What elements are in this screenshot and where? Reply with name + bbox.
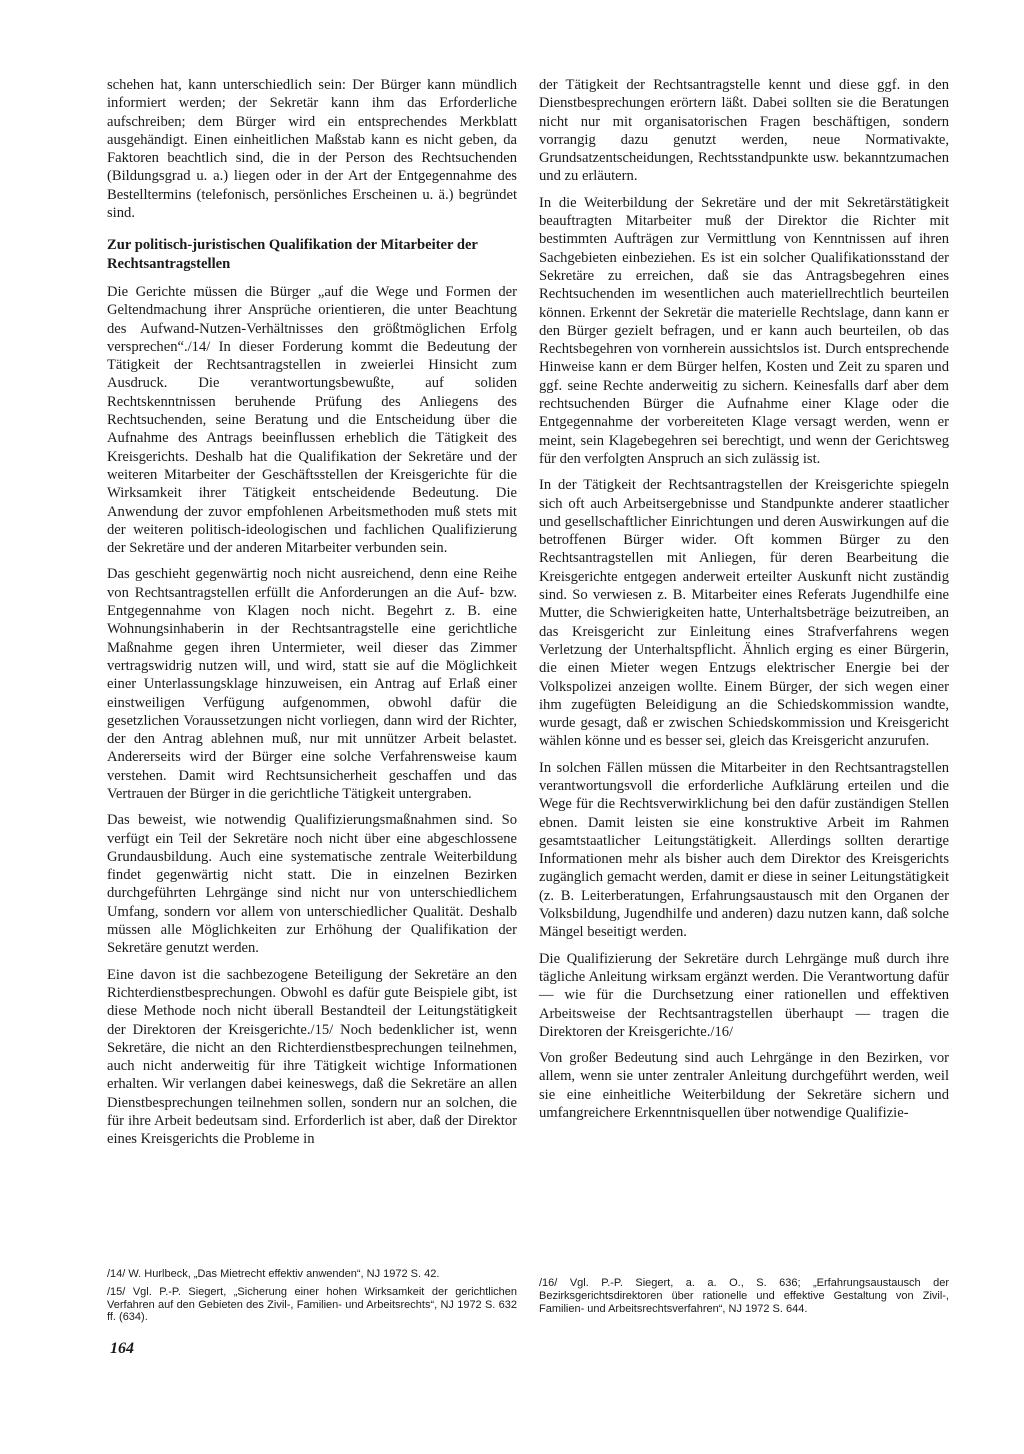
paragraph: In solchen Fällen müssen die Mitarbeiter in den Rechtsantragstellen verantwortungsvoll die erforderliche Aufklärung erteilen und die Wege für die Rechtsverwirklichung bei den dafür zuständigen Stellen ebnen. Damit leisten sie eine konstruktive Arbeit im Rahmen gesamtstaatlicher Leitungstätigkeit. Allerdings sollten derartige Informationen mehr als bisher auch dem Direktor des Kreisgerichts zugänglich gemacht werden, damit er diese in seiner Leitungstätigkeit (z. B. Leiterberatungen, Erfahrungsaustausch mit den Organen der Volksbildung, Jugendhilfe und anderen) dazu nutzen kann, daß solche Mängel beseitigt werden.: [539, 759, 949, 941]
paragraph: Eine davon ist die sachbezogene Beteiligung der Sekretäre an den Richterdienstbesprechungen. Obwohl es dafür gute Beispiele gibt, ist diese Methode noch nicht überall Bestandteil der Leitungstätigkeit der Direktoren der Kreisgerichte./15/ Noch bedenklicher ist, wenn Sekretäre, die nicht an den Richterdienstbesprechungen teilnehmen, auch nicht anderweitig für ihre Tätigkeit wichtige Informationen erhalten. Wir verlangen dabei keineswegs, daß die Sekretäre an allen Dienstbesprechungen teilnehmen sollen, sondern nur an solchen, die für ihre Arbeit bedeutsam sind. Erforderlich ist aber, daß der Direktor eines Kreisgerichts die Probleme in: [107, 966, 517, 1148]
page-number: 164: [110, 1340, 134, 1357]
section-heading: Zur politisch-juristischen Qualifikation der Mitarbeiter der Rechtsantragstellen: [107, 237, 478, 272]
footnotes-right: [539, 1277, 949, 1320]
paragraph: Von großer Bedeutung sind auch Lehrgänge in den Bezirken, vor allem, wenn sie unter zentraler Anleitung durchgeführt werden, weil sie eine einheitliche Weiterbildung der Sekretäre sichern und umfangreichere Erkenntnisquellen über notwendige Qualifizie-: [539, 1050, 949, 1122]
paragraph: Das beweist, wie notwendig Qualifizierungsmaßnahmen sind. So verfügt ein Teil der Sekretäre noch nicht über eine abgeschlossene Grundausbildung. Auch eine systematische zentrale Weiterbildung findet gegenwärtig nicht statt. Die in einzelnen Bezirken durchgeführten Lehrgänge sind nicht nur von unterschiedlichem Umfang, sondern vor allem von unterschiedlicher Qualität. Deshalb müssen alle Möglichkeiten zur Erhöhung der Qualifikation der Sekretäre genutzt werden.: [107, 812, 517, 957]
paragraph: schehen hat, kann unterschiedlich sein: Der Bürger kann mündlich informiert werden; der Sekretär kann ihm das Erforderliche aufschreiben; dem Bürger wird ein entsprechendes Merkblatt ausgehändigt. Einen einheitlichen Maßstab kann es nicht geben, da Faktoren beachtlich sind, die in der Person des Rechtsuchenden (Bildungsgrad u. a.) liegen oder in der Art der Entgegennahme des Bestelltermins (telefonisch, persönliches Erscheinen u. ä.) begründet sind.: [107, 77, 517, 222]
paragraph: Das geschieht gegenwärtig noch nicht ausreichend, denn eine Reihe von Rechtsantragstellen erfüllt die Anforderungen an die Auf- bzw. Entgegennahme von Klagen noch nicht. Begehrt z. B. eine Wohnungsinhaberin in der Rechtsantragstelle eine gerichtliche Maßnahme gegen ihren Untermieter, weil dieser das Zimmer vertragswidrig nutzen will, und wird, statt sie auf die Möglichkeit einer Unterlassungsklage hinzuweisen, ein Antrag auf Erlaß einer einstweiligen Verfügung aufgenommen, obwohl dafür die gesetzlichen Voraussetzungen nicht vorliegen, dann wird der Richter, der den Antrag ablehnen muß, nur mit unnützer Arbeit belastet. Andererseits wird der Bürger eine solche Verfahrensweise kaum verstehen. Damit wird Rechtsunsicherheit geschaffen und das Vertrauen der Bürger in die gerichtliche Tätigkeit untergraben.: [107, 566, 517, 802]
paragraph: In der Tätigkeit der Rechtsantragstellen der Kreisgerichte spiegeln sich oft auch Arbeitsergebnisse und Standpunkte anderer staatlicher und gesellschaftlicher Einrichtungen und deren Auswirkungen auf die betroffenen Bürger wider. Oft kommen Bürger zu den Rechtsantragstellen mit Anliegen, für deren Bearbeitung die Kreisgerichte entgegen anderweit erteilter Auskunft nicht zuständig sind. So verwiesen z. B. Mitarbeiter eines Referats Jugendhilfe eine Mutter, die Schwierigkeiten hatte, Unterhaltsbeträge beizutreiben, an das Kreisgericht zur Einleitung eines Strafverfahrens wegen Verletzung der Unterhaltspflicht. Ähnlich erging es einer Bürgerin, die einen Mieter wegen Entzugs elektrischer Energie bei der Volkspolizei anzeigen wollte. Einem Bürger, der sich wegen einer ihm zugefügten Beleidigung an die Schiedskommission wandte, wurde gesagt, daß er zwischen Schiedskommission und Kreisgericht wählen könne und es besser sei, gleich das Kreisgericht anzurufen.: [539, 477, 949, 750]
right-column: [539, 76, 949, 1130]
paragraph: In die Weiterbildung der Sekretäre und der mit Sekretärstätigkeit beauftragten Mitarbeiter muß der Direktor die Richter mit bestimmten Aufträgen zur Vermittlung von Kenntnissen auf ihren Sachgebieten einbeziehen. Es ist ein solcher Qualifikationsstand der Sekretäre zu erreichen, daß sie das Antragsbegehren eines Rechtsuchenden im wesentlichen auch materiellrechtlich beurteilen können. Erkennt der Sekretär die materielle Rechtslage, dann kann er den Bürger gezielt befragen, und er kann auch beurteilen, ob das Rechtsbegehren von vornherein aussichtslos ist. Durch entsprechende Hinweise kann er dem Bürger helfen, Kosten und Zeit zu sparen und ggf. seine Rechte anderweitig zu sichern. Keinesfalls darf aber dem rechtsuchenden Bürger die Aufnahme einer Klage oder die Entgegennahme der vorbereiteten Klage versagt werden, wenn er meint, sein Klagebegehren sei berechtigt, und wenn der Gerichtsweg für den verfolgten Anspruch an sich zulässig ist.: [539, 194, 949, 467]
paragraph: Die Qualifizierung der Sekretäre durch Lehrgänge muß durch ihre tägliche Anleitung wirksam ergänzt werden. Die Verantwortung dafür — wie für die Durchsetzung einer rationellen und effektiven Arbeitsweise der Rechtsantragstellen überhaupt — tragen die Direktoren der Kreisgerichte./16/: [539, 950, 949, 1040]
paragraph: Die Gerichte müssen die Bürger „auf die Wege und Formen der Geltendmachung ihrer Ansprüche orientieren, die unter Beachtung des Aufwand-Nutzen-Verhältnisses den größtmöglichen Erfolg versprechen“./14/ In dieser Forderung kommt die Bedeutung der Tätigkeit der Rechtsantragstellen in zweierlei Hinsicht zum Ausdruck. Die verantwortungsbewußte, auf soliden Rechtskenntnissen beruhende Prüfung des Anliegens des Rechtsuchenden, seine Beratung und die Entscheidung über die Aufnahme des Antrags beeinflussen erheblich die Tätigkeit des Kreisgerichts. Deshalb hat die Qualifikation der Sekretäre und der weiteren Mitarbeiter der Geschäftsstellen der Kreisgerichte für die Wirksamkeit ihrer Tätigkeit entscheidende Bedeutung. Die Anwendung der zuvor empfohlenen Arbeitsmethoden muß stets mit der weiteren politisch-ideologischen und fachlichen Qualifizierung der Sekretäre und der anderen Mitarbeiter verbunden sein.: [107, 283, 517, 557]
footnote-16: /16/ Vgl. P.-P. Siegert, a. a. O., S. 636; „Erfahrungsaustausch der Bezirksgerichtsdirektoren über rationelle und effektive Gestaltung von Zivil-, Familien- und Arbeitsrechtsverfahren“, NJ 1972 S. 644.: [539, 1277, 949, 1315]
footnote-14: /14/ W. Hurlbeck, „Das Mietrecht effektiv anwenden“, NJ 1972 S. 42.: [107, 1268, 440, 1280]
paragraph: der Tätigkeit der Rechtsantragstelle kennt und diese ggf. in den Dienstbesprechungen erörtern läßt. Dabei sollten sie die Beratungen nicht nur mit organisatorischen Fragen beschäftigen, sondern vorrangig dazu genutzt werden, neue Normativakte, Grundsatzentscheidungen, Rechtsstandpunkte usw. bekanntzumachen und zu erläutern.: [539, 77, 949, 185]
footnotes-left: [107, 1268, 517, 1329]
footnote-15: /15/ Vgl. P.-P. Siegert, „Sicherung einer hohen Wirksamkeit der gerichtlichen Verfahren auf den Gebieten des Zivil-, Familien- und Arbeitsrechts“, NJ 1972 S. 632 ff. (634).: [107, 1285, 517, 1324]
left-column: [107, 76, 517, 1157]
